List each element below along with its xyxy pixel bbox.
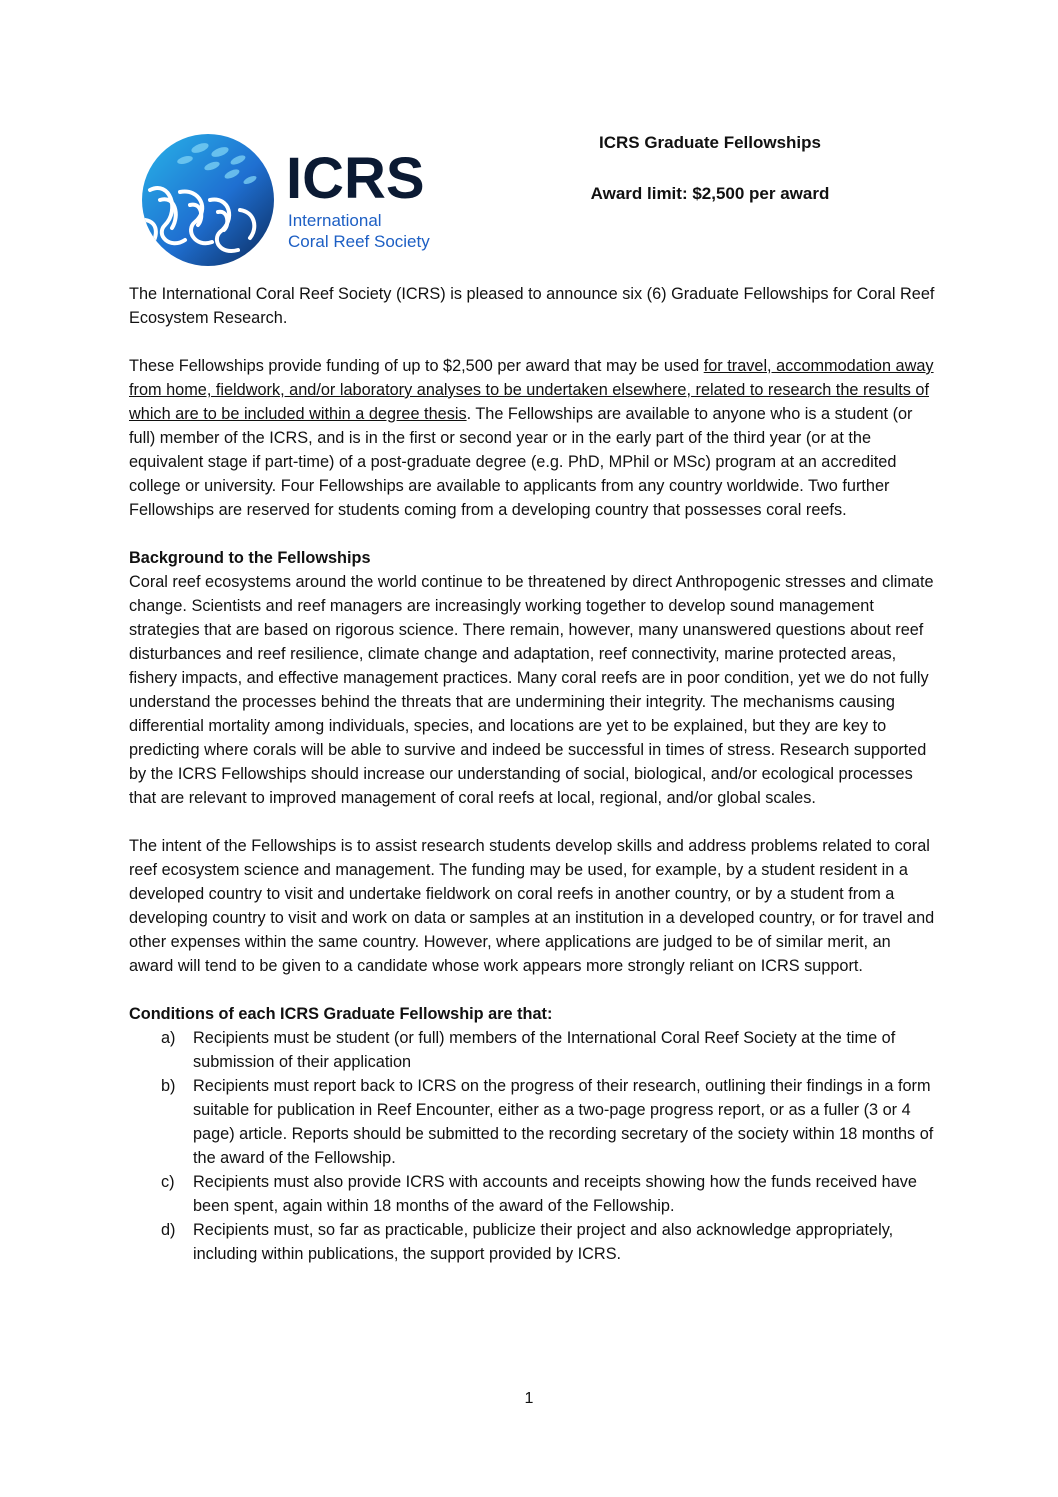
award-limit: Award limit: $2,500 per award: [590, 184, 830, 203]
logo-line-2: Coral Reef Society: [288, 232, 430, 251]
list-item: [129, 1170, 937, 1218]
logo-wordmark: ICRS: [286, 146, 425, 211]
intro-p2-after: . The Fellowships are available to anyone who is a student (or full) member of the ICRS, and is in the first or second year or in the early part of the third year (or at the equivalent stage if part-time) of a post-graduate degree (e.g. PhD, MPhil or MSc) program at an accredited college or university. Four Fellowships are available to applicants from any country worldwide. Two further Fellowships are reserved for students coming from a developing country that possesses coral reefs.: [129, 405, 913, 519]
intro-p2-before: These Fellowships provide funding of up to $2,500 per award that may be used: [129, 357, 704, 375]
intro-p2-underlined: for travel, accommodation away from home, fieldwork, and/or laboratory analyses to be undertaken elsewhere, related to research the results of which are to be included within a degree thesis: [129, 357, 934, 423]
list-item: [129, 1218, 937, 1266]
intro-paragraph-2: [129, 354, 937, 522]
list-item-text: Recipients must also provide ICRS with accounts and receipts showing how the funds received have been spent, again within 18 months of the award of the Fellowship.: [193, 1173, 917, 1215]
list-marker: a): [161, 1029, 176, 1047]
background-paragraph-2: The intent of the Fellowships is to assist research students develop skills and address problems related to coral reef ecosystem science and management. The funding may be used, for example, by a student resident in a developed country to visit and undertake fieldwork on coral reefs in another country, or by a student from a developing country to visit and work on data or samples at an institution in a developed country, or for travel and other expenses within the same country. However, where applications are judged to be of similar merit, an award will tend to be given to a candidate whose work appears more strongly reliant on ICRS support.: [129, 837, 935, 975]
icrs-logo: [140, 130, 440, 270]
intro-paragraph-1: The International Coral Reef Society (ICRS) is pleased to announce six (6) Graduate Fellowships for Coral Reef Ecosystem Research.: [129, 285, 935, 327]
document-title: ICRS Graduate Fellowships: [599, 133, 821, 152]
conditions-heading: Conditions of each ICRS Graduate Fellowship are that:: [129, 1005, 553, 1023]
background-paragraph-1: Coral reef ecosystems around the world continue to be threatened by direct Anthropogenic stresses and climate change. Scientists and reef managers are increasingly working together to develop sound management strategies that are based on rigorous science. There remain, however, many unanswered questions about reef disturbances and reef resilience, climate change and adaptation, reef connectivity, marine protected areas, fishery impacts, and effective management practices. Many coral reefs are in poor condition, yet we do not fully understand the processes behind the threats that are undermining their integrity. The mechanisms causing differential mortality among individuals, species, and locations are yet to be explained, but they are key to predicting where corals will be able to survive and indeed be successful in times of stress. Research supported by the ICRS Fellowships should increase our understanding of social, biological, and/or ecological processes that are relevant to improved management of coral reefs at local, regional, and/or global scales.: [129, 573, 934, 807]
list-item: [129, 1074, 937, 1170]
list-item-text: Recipients must report back to ICRS on the progress of their research, outlining their findings in a form suitable for publication in Reef Encounter, either as a two-page progress report, or as a fuller (3 or 4 page) article. Reports should be submitted to the recording secretary of the society within 18 months of the award of the Fellowship.: [193, 1077, 934, 1167]
coral-reef-globe-icon: [140, 130, 440, 270]
list-item-text: Recipients must, so far as practicable, publicize their project and also acknowledge appropriately, including within publications, the support provided by ICRS.: [193, 1221, 894, 1263]
document-body: [129, 282, 937, 1266]
list-marker: b): [161, 1077, 176, 1095]
list-item-text: Recipients must be student (or full) members of the International Coral Reef Society at the time of submission of their application: [193, 1029, 896, 1071]
background-heading: Background to the Fellowships: [129, 549, 371, 567]
page-number: 1: [524, 1390, 534, 1407]
list-item: [129, 1026, 937, 1074]
logo-line-1: International: [288, 211, 382, 230]
list-marker: d): [161, 1221, 176, 1239]
list-marker: c): [161, 1173, 175, 1191]
conditions-list: [129, 1026, 937, 1266]
